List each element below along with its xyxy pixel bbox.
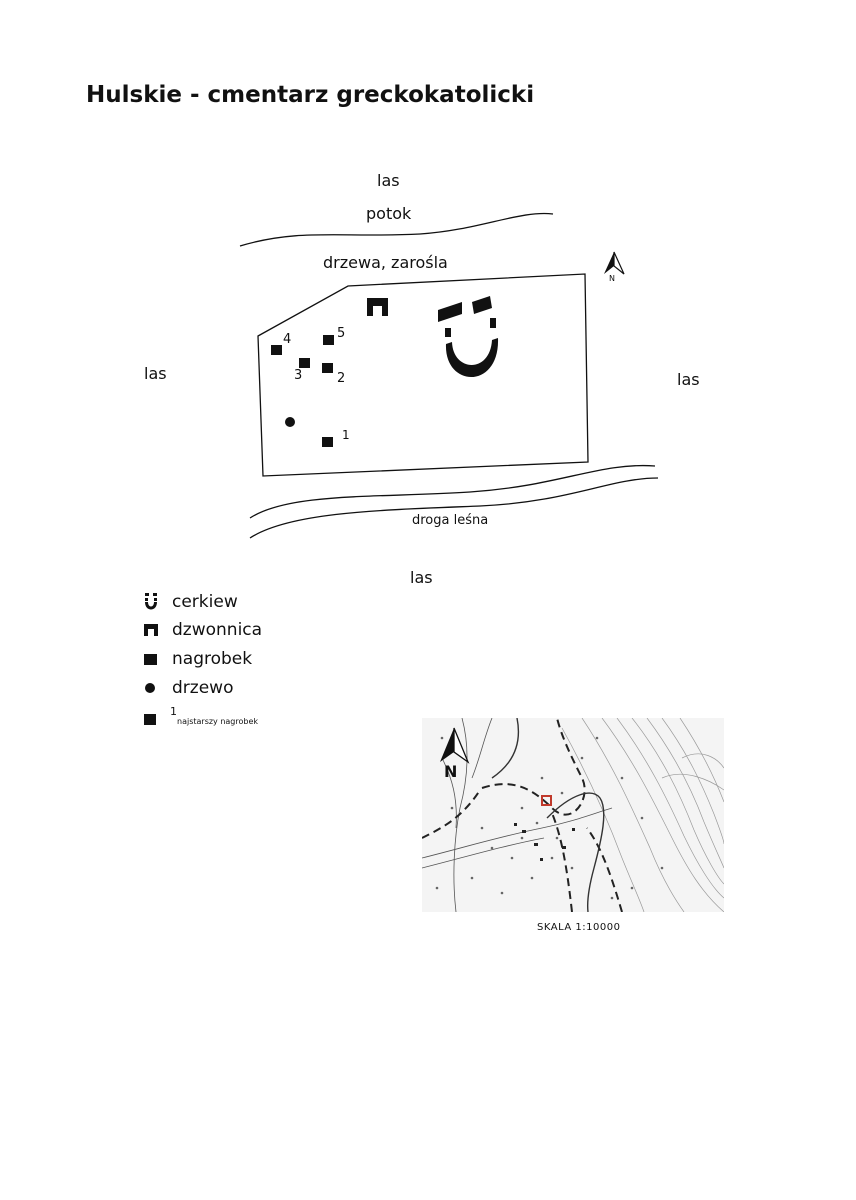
grave-1 (322, 437, 333, 447)
label-road: droga leśna (412, 513, 489, 528)
grave-4 (271, 345, 282, 355)
tree-icon (285, 417, 295, 427)
grave-number-1: 1 (342, 428, 350, 442)
grave-number-3: 3 (294, 368, 303, 383)
grave-number-4: 4 (283, 332, 292, 347)
grave-number-5: 5 (337, 326, 346, 341)
legend-label: cerkiew (172, 592, 238, 612)
label-top-forest: las (377, 171, 400, 190)
grave-icon (140, 649, 164, 669)
cemetery-boundary (258, 274, 588, 476)
grave-number-2: 2 (337, 371, 346, 386)
north-label: N (609, 274, 615, 283)
legend-oldest-number: 1 (170, 704, 177, 718)
label-right-forest: las (677, 370, 700, 389)
topographic-map-drawing (422, 718, 724, 912)
church-icon (140, 592, 164, 612)
bell-tower-icon (140, 620, 164, 640)
legend-label: dzwonnica (172, 620, 263, 640)
legend-oldest-label: najstarszy nagrobek (177, 716, 259, 726)
legend-item-grave (140, 647, 252, 671)
legend-item-bell-tower (140, 618, 262, 642)
stream-lines (492, 718, 604, 912)
legend-item-tree (140, 676, 233, 700)
north-arrow-icon (440, 728, 468, 762)
label-left-forest: las (144, 364, 167, 383)
legend-item-church (140, 590, 238, 614)
road-line-lower (250, 478, 658, 538)
topo-north-label: N (444, 762, 458, 781)
contour-lines (562, 718, 724, 912)
grave-2 (322, 363, 333, 373)
legend-label: nagrobek (172, 649, 253, 669)
grave-icon (140, 708, 164, 728)
grave-3 (299, 358, 310, 368)
bell-tower-icon (367, 298, 388, 316)
page-title: Hulskie - cmentarz greckokatolicki (86, 82, 535, 108)
tree-icon (140, 678, 164, 698)
grave-5 (323, 335, 334, 345)
legend-item-oldest-grave (140, 706, 258, 730)
label-stream: potok (366, 204, 412, 223)
legend-label: drzewo (172, 678, 234, 698)
north-arrow-icon (604, 252, 624, 274)
church-icon (438, 296, 498, 377)
topographic-map (422, 718, 724, 912)
scale-label: SKALA 1:10000 (537, 922, 621, 933)
label-bottom-forest: las (410, 568, 433, 587)
label-trees: drzewa, zarośla (323, 253, 448, 272)
